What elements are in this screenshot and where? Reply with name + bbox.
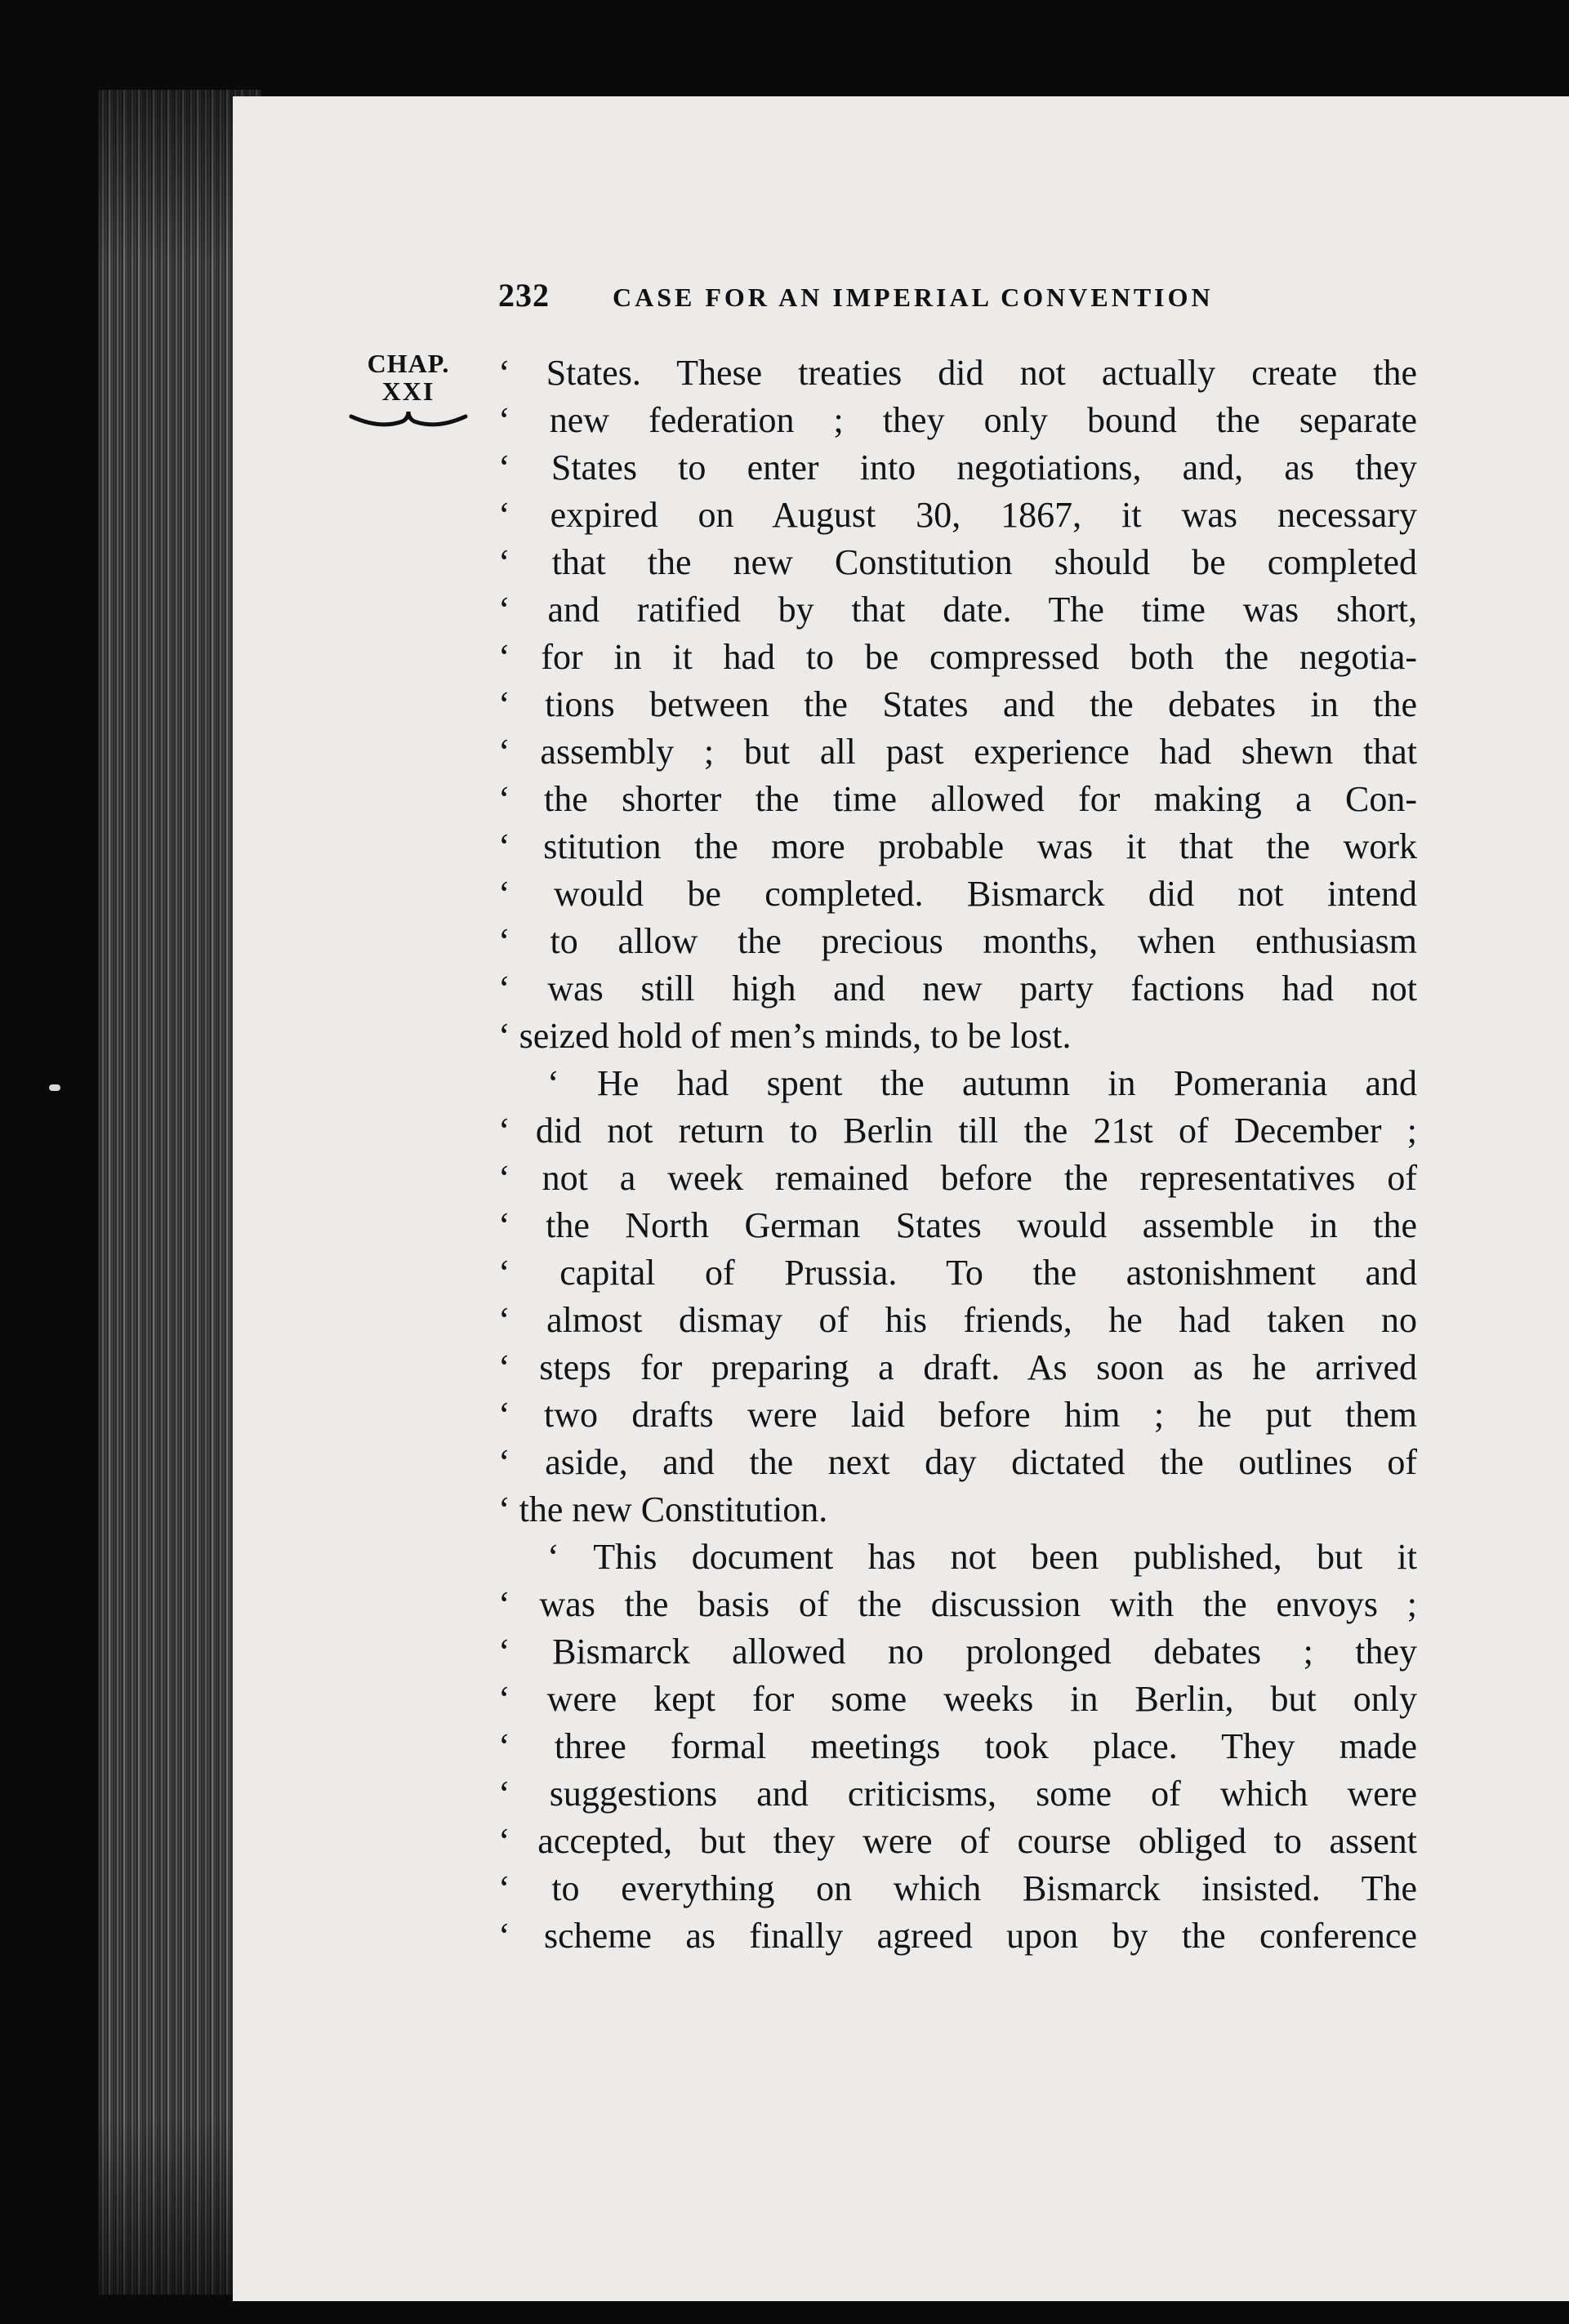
text-line: ‘ aside, and the next day dictated the outlines of bbox=[498, 1442, 1417, 1482]
text-line: ‘ were kept for some weeks in Berlin, but only bbox=[498, 1679, 1417, 1719]
text-line: ‘ stitution the more probable was it that the work bbox=[498, 826, 1417, 866]
text-line: ‘ expired on August 30, 1867, it was necessary bbox=[498, 495, 1417, 535]
text-line: ‘ not a week remained before the representatives of bbox=[498, 1158, 1417, 1198]
text-line: ‘ to allow the precious months, when enthusiasm bbox=[498, 921, 1417, 961]
text-line: ‘ that the new Constitution should be completed bbox=[498, 542, 1417, 582]
text-line: ‘ He had spent the autumn in Pomerania and bbox=[547, 1063, 1417, 1103]
text-line: ‘ scheme as finally agreed upon by the conference bbox=[498, 1916, 1417, 1956]
chapter-number: XXI bbox=[381, 376, 435, 406]
text-line: ‘ for in it had to be compressed both the negotia- bbox=[498, 637, 1417, 677]
text-line: ‘ the shorter the time allowed for making a Con- bbox=[498, 779, 1417, 819]
text-line: ‘ new federation ; they only bound the separate bbox=[498, 400, 1417, 440]
text-line: ‘ assembly ; but all past experience had shewn that bbox=[498, 732, 1417, 772]
text-line: ‘ States to enter into negotiations, and, as they bbox=[498, 447, 1417, 488]
text-line: ‘ seized hold of men’s minds, to be lost. bbox=[498, 1016, 1072, 1056]
body-text bbox=[498, 349, 1417, 1966]
text-line: ‘ the North German States would assemble in the bbox=[498, 1205, 1417, 1245]
dust-speck bbox=[49, 1084, 60, 1091]
brace-ornament-icon bbox=[347, 408, 470, 431]
text-line: ‘ almost dismay of his friends, he had taken no bbox=[498, 1300, 1417, 1340]
text-line: ‘ two drafts were laid before him ; he put them bbox=[498, 1395, 1417, 1435]
chapter-margin-note bbox=[343, 349, 474, 431]
text-line: ‘ the new Constitution. bbox=[498, 1489, 828, 1529]
text-line: ‘ to everything on which Bismarck insisted. The bbox=[498, 1868, 1417, 1908]
text-line: ‘ was still high and new party factions had not bbox=[498, 968, 1417, 1008]
text-line: ‘ would be completed. Bismarck did not intend bbox=[498, 874, 1417, 914]
running-head-title: CASE FOR AN IMPERIAL CONVENTION bbox=[613, 283, 1214, 312]
text-line: ‘ steps for preparing a draft. As soon as he arrived bbox=[498, 1347, 1417, 1387]
running-head bbox=[498, 276, 1429, 325]
text-line: ‘ tions between the States and the debates in the bbox=[498, 684, 1417, 724]
chapter-label: CHAP. bbox=[367, 349, 450, 378]
page-number: 232 bbox=[498, 277, 550, 314]
text-line: ‘ Bismarck allowed no prolonged debates ; they bbox=[498, 1632, 1417, 1672]
text-line: ‘ accepted, but they were of course obliged to assent bbox=[498, 1821, 1417, 1861]
text-line: ‘ and ratified by that date. The time was short, bbox=[498, 590, 1417, 630]
text-line: ‘ was the basis of the discussion with the envoys ; bbox=[498, 1584, 1417, 1624]
text-line: ‘ three formal meetings took place. They made bbox=[498, 1726, 1417, 1766]
text-line: ‘ This document has not been published, but it bbox=[547, 1537, 1417, 1577]
text-line: ‘ States. These treaties did not actually create the bbox=[498, 353, 1417, 393]
text-line: ‘ capital of Prussia. To the astonishment and bbox=[498, 1253, 1417, 1293]
text-line: ‘ did not return to Berlin till the 21st of December ; bbox=[498, 1111, 1417, 1151]
text-line: ‘ suggestions and criticisms, some of which were bbox=[498, 1774, 1417, 1814]
